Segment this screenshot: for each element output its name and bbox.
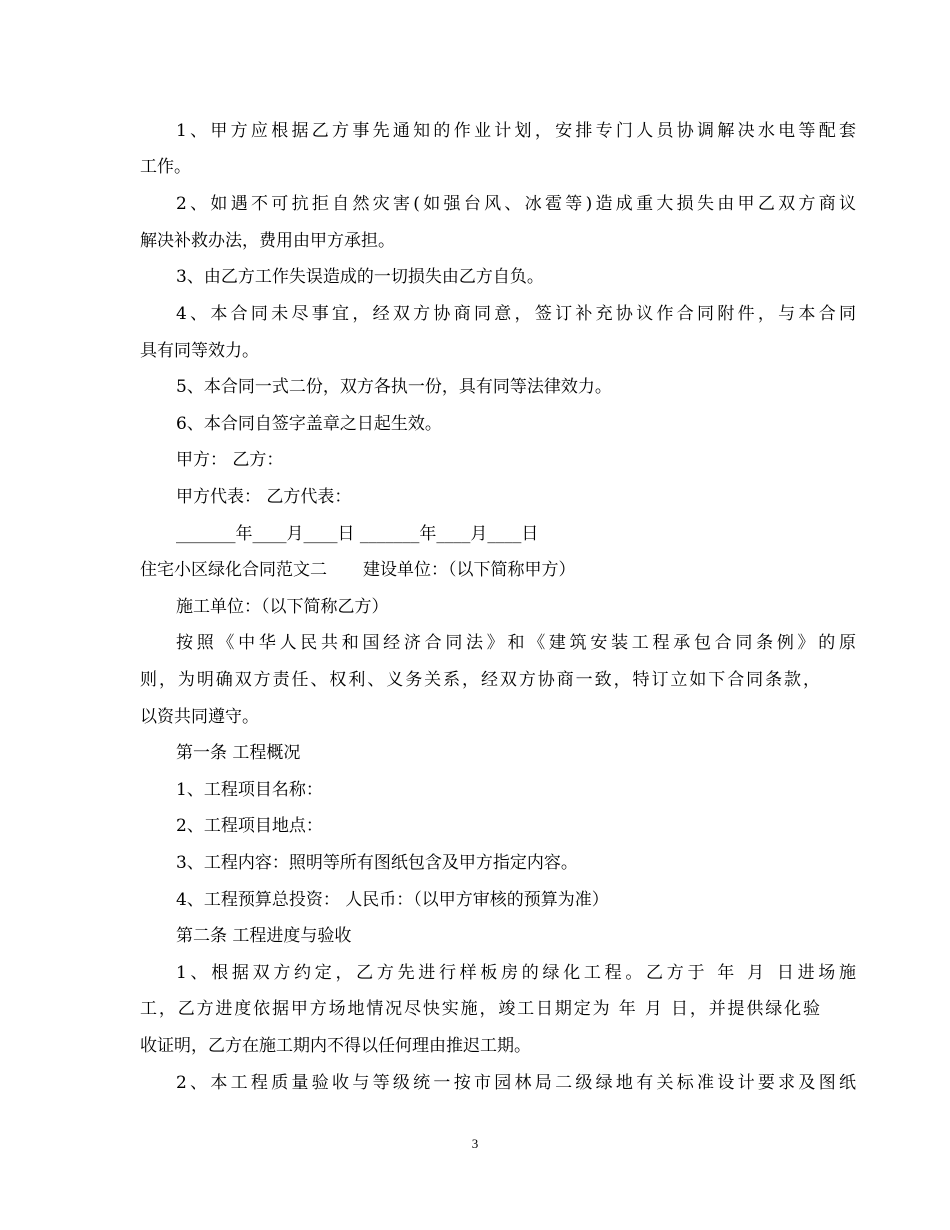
party-signatures: 甲方： 乙方： <box>176 450 284 470</box>
signature-dates: _______年____月____日 _______年____月____日 <box>176 524 539 544</box>
second-contract-heading <box>140 558 820 582</box>
representative-signatures: 甲方代表： 乙方代表： <box>176 487 352 507</box>
article-1-heading: 第一条 工程概况 <box>176 743 301 763</box>
preamble-line-3: 以资共同遵守。 <box>140 707 259 727</box>
second-contract-title: 住宅小区绿化合同范文二 <box>140 560 327 580</box>
construction-unit: 建设单位：（以下简称甲方） <box>363 560 576 580</box>
progress-clause-line-1: 1、根据双方约定，乙方先进行样板房的绿化工程。乙方于 年 月 日进场施 <box>176 963 856 983</box>
preamble-line-1: 按照《中华人民共和国经济合同法》和《建筑安装工程承包合同条例》的原 <box>176 633 856 653</box>
clause-1-line-2: 工作。 <box>140 157 191 177</box>
preamble-line-2: 则，为明确双方责任、权利、义务关系，经双方协商一致，特订立如下合同条款， <box>140 670 820 690</box>
progress-clause-line-2: 工，乙方进度依据甲方场地情况尽快实施，竣工日期定为 年 月 日，并提供绿化验 <box>140 999 820 1019</box>
article-2-heading: 第二条 工程进度与验收 <box>176 926 352 946</box>
progress-clause-line-3: 收证明，乙方在施工期内不得以任何理由推迟工期。 <box>140 1036 531 1056</box>
clause-2-line-2: 解决补救办法，费用由甲方承担。 <box>140 231 395 251</box>
clause-5: 5、本合同一式二份，双方各执一份，具有同等法律效力。 <box>176 377 612 397</box>
clause-4-line-1: 4、本合同未尽事宜，经双方协商同意，签订补充协议作合同附件，与本合同 <box>176 304 856 324</box>
clause-4-line-2: 具有同等效力。 <box>140 341 259 361</box>
contractor-unit: 施工单位：（以下简称乙方） <box>176 597 389 617</box>
page-number: 3 <box>471 1136 479 1151</box>
clause-3: 3、由乙方工作失误造成的一切损失由乙方自负。 <box>176 267 544 287</box>
clause-2-line-1: 2、如遇不可抗拒自然灾害(如强台风、冰雹等)造成重大损失由甲乙双方商议 <box>176 194 856 214</box>
project-location: 2、工程项目地点： <box>176 816 323 836</box>
project-content: 3、工程内容：照明等所有图纸包含及甲方指定内容。 <box>176 853 578 873</box>
project-budget: 4、工程预算总投资： 人民币：（以甲方审核的预算为准） <box>176 890 609 910</box>
clause-1-line-1: 1、甲方应根据乙方事先通知的作业计划，安排专门人员协调解决水电等配套 <box>176 121 856 141</box>
clause-6: 6、本合同自签字盖章之日起生效。 <box>176 414 442 434</box>
acceptance-clause-line-1: 2、本工程质量验收与等级统一按市园林局二级绿地有关标准设计要求及图纸 <box>176 1073 856 1093</box>
project-name: 1、工程项目名称： <box>176 780 323 800</box>
